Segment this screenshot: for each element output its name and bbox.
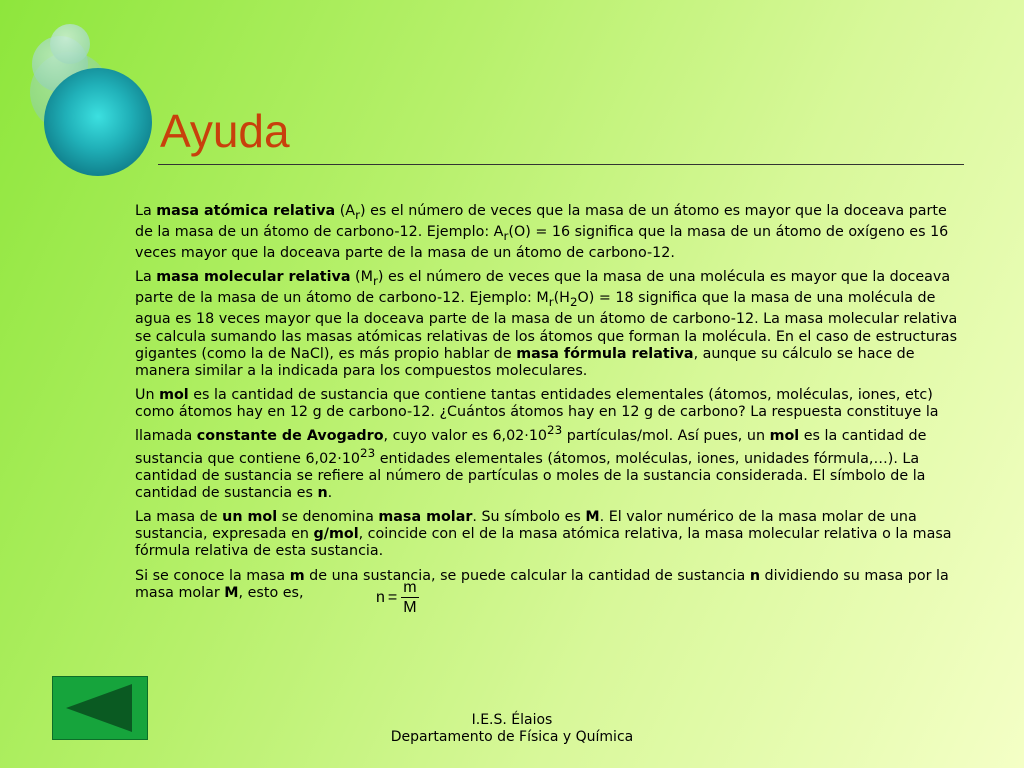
text: (O) = 16 significa que la masa de un átomo de oxígeno es 16 veces mayor que la doceava parte de la masa de un átomo de carbono-12. xyxy=(135,224,949,262)
decorative-circle-small xyxy=(50,24,90,64)
formula-numerator: m xyxy=(403,579,417,596)
formula-lhs: n xyxy=(376,588,385,606)
text: . El valor numérico de la masa molar de una sustancia, expresada en xyxy=(135,509,917,543)
text: O) = 18 significa que la masa de una molécula de agua es 18 veces mayor que la doceava parte de la masa de un átomo de carbono-12. La masa molecular relativa se calcula sumando las masas atómicas relativas de los átomos que forman la molécula. En el caso de estructuras gigantes (como la de NaCl), es más propio hablar de xyxy=(135,290,958,362)
paragraph-masa-molecular xyxy=(135,269,963,380)
paragraph-masa-molar xyxy=(135,509,963,561)
superscript: 23 xyxy=(360,445,376,460)
term-masa-formula-relativa: masa fórmula relativa xyxy=(516,345,694,362)
text: es la cantidad de sustancia que contiene 6,02·10 xyxy=(135,427,927,467)
term-un-mol: un mol xyxy=(222,509,278,526)
text: dividiendo su masa por la masa molar xyxy=(135,567,949,601)
formula-n-equals-m-over-M xyxy=(376,578,419,617)
text: (A xyxy=(335,203,356,219)
paragraph-masa-atomica xyxy=(135,203,963,262)
text: se denomina xyxy=(277,509,379,526)
subscript: r xyxy=(355,207,360,222)
triangle-left-icon xyxy=(60,680,140,736)
text: . xyxy=(327,484,333,501)
page-title: Ayuda xyxy=(160,105,290,157)
text: La xyxy=(135,203,157,219)
term-m: m xyxy=(289,567,305,584)
term-mol: mol xyxy=(769,427,800,444)
paragraph-calculo xyxy=(135,568,963,602)
term-n: n xyxy=(749,567,761,584)
superscript: 23 xyxy=(547,422,563,437)
term-n: n xyxy=(317,484,328,501)
subscript: 2 xyxy=(569,295,578,310)
back-button[interactable] xyxy=(52,676,148,740)
term-M: M xyxy=(585,509,600,526)
term-masa-molecular-relativa: masa molecular relativa xyxy=(156,269,351,286)
footer-department: Departamento de Física y Química xyxy=(390,729,634,745)
text: La xyxy=(135,269,157,286)
term-masa-molar: masa molar xyxy=(378,509,473,526)
formula-equals: = xyxy=(387,588,398,606)
term-masa-atomica-relativa: masa atómica relativa xyxy=(156,203,336,219)
term-mol: mol xyxy=(159,387,189,404)
text: Si se conoce la masa xyxy=(135,567,290,584)
formula-denominator: M xyxy=(403,599,417,616)
term-M: M xyxy=(224,584,239,601)
paragraph-mol xyxy=(135,387,963,502)
subscript: r xyxy=(372,274,378,289)
footer xyxy=(380,712,644,746)
decorative-teal-sphere xyxy=(44,68,152,176)
text: (M xyxy=(350,269,373,286)
text: , cuyo valor es 6,02·10 xyxy=(383,427,548,444)
text: , coincide con el de la masa atómica relativa, la masa molecular relativa o la masa fórmula relativa de esta sustancia. xyxy=(135,526,952,560)
text: es la cantidad de sustancia que contiene tantas entidades elementales (átomos, moléculas, iones, etc) como átomos hay en 12 g de carbono-12. ¿Cuántos átomos hay en 12 g de carbono? La respuesta constituye la llamada xyxy=(135,387,939,444)
text: ) es el número de veces que la masa de un átomo es mayor que la doceava parte de la masa de un átomo de carbono-12. Ejemplo: A xyxy=(135,203,947,241)
text: . Su símbolo es xyxy=(472,509,586,526)
formula-fraction xyxy=(401,578,418,617)
text: , aunque su cálculo se hace de manera similar a la indicada para los compuestos moleculares. xyxy=(135,345,915,380)
text: Un xyxy=(135,387,160,404)
title-divider xyxy=(158,164,964,165)
subscript: r xyxy=(548,295,554,310)
text: entidades elementales (átomos, moléculas, iones, unidades fórmula,…). La cantidad de sustancia se refiere al número de partículas o moles de la sustancia considerada. El símbolo de la cantidad de sustancia es xyxy=(135,450,926,501)
footer-school: I.E.S. Élaios xyxy=(471,712,553,728)
term-constante-avogadro: constante de Avogadro xyxy=(196,427,384,444)
help-content xyxy=(135,203,963,609)
text: partículas/mol. Así pues, un xyxy=(562,427,770,444)
text: de una sustancia, se puede calcular la cantidad de sustancia xyxy=(304,567,750,584)
term-g-mol: g/mol xyxy=(313,526,359,543)
text: La masa de xyxy=(135,509,223,526)
text: , esto es, xyxy=(238,584,304,601)
text: ) es el número de veces que la masa de una molécula es mayor que la doceava parte de la masa de un átomo de carbono-12. Ejemplo: M xyxy=(135,269,951,307)
text: (H xyxy=(553,290,570,307)
subscript: r xyxy=(503,228,509,243)
